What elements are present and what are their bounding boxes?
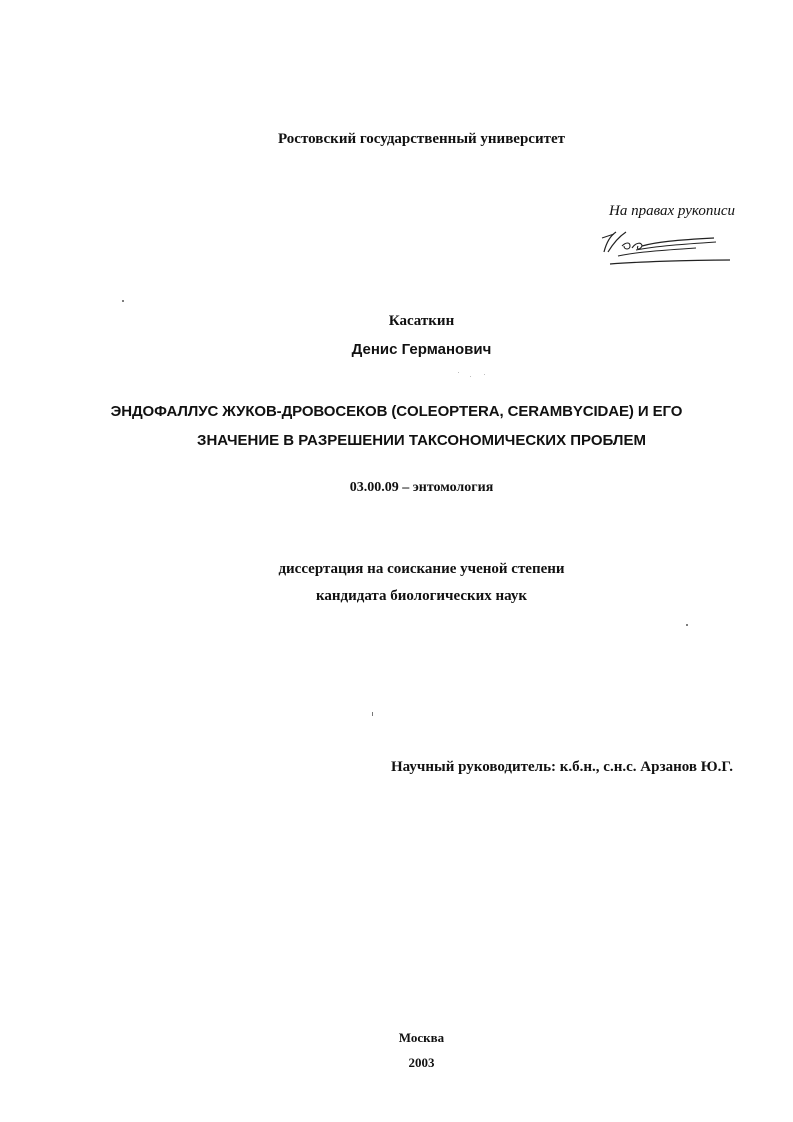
scan-speck <box>458 372 459 373</box>
degree-line-1: диссертация на соискание ученой степени <box>278 561 565 577</box>
scientific-supervisor: Научный руководитель: к.б.н., с.н.с. Арзанов Ю.Г. <box>391 759 733 775</box>
year: 2003 <box>408 1055 435 1070</box>
author-surname: Касаткин <box>388 313 455 329</box>
scan-speck <box>686 624 688 626</box>
specialty-code: 03.00.09 – энтомология <box>349 480 494 495</box>
scan-speck <box>484 374 485 375</box>
university-name: Ростовский государственный университет <box>278 131 565 147</box>
author-name: Денис Германович <box>351 341 492 358</box>
scan-speck <box>122 300 124 302</box>
rights-note: На правах рукописи <box>609 203 735 219</box>
dissertation-title-line-2: ЗНАЧЕНИЕ В РАЗРЕШЕНИИ ТАКСОНОМИЧЕСКИХ ПРОБЛЕМ <box>197 432 646 449</box>
dissertation-title-line-1: ЭНДОФАЛЛУС ЖУКОВ-ДРОВОСЕКОВ (COLEOPTERA, CERAMBYCIDAE) И ЕГО <box>110 403 683 420</box>
scan-speck <box>372 712 373 716</box>
degree-line-2: кандидата биологических наук <box>315 588 528 604</box>
handwritten-signature <box>596 222 732 270</box>
city: Москва <box>398 1030 445 1045</box>
scan-speck <box>470 376 471 377</box>
